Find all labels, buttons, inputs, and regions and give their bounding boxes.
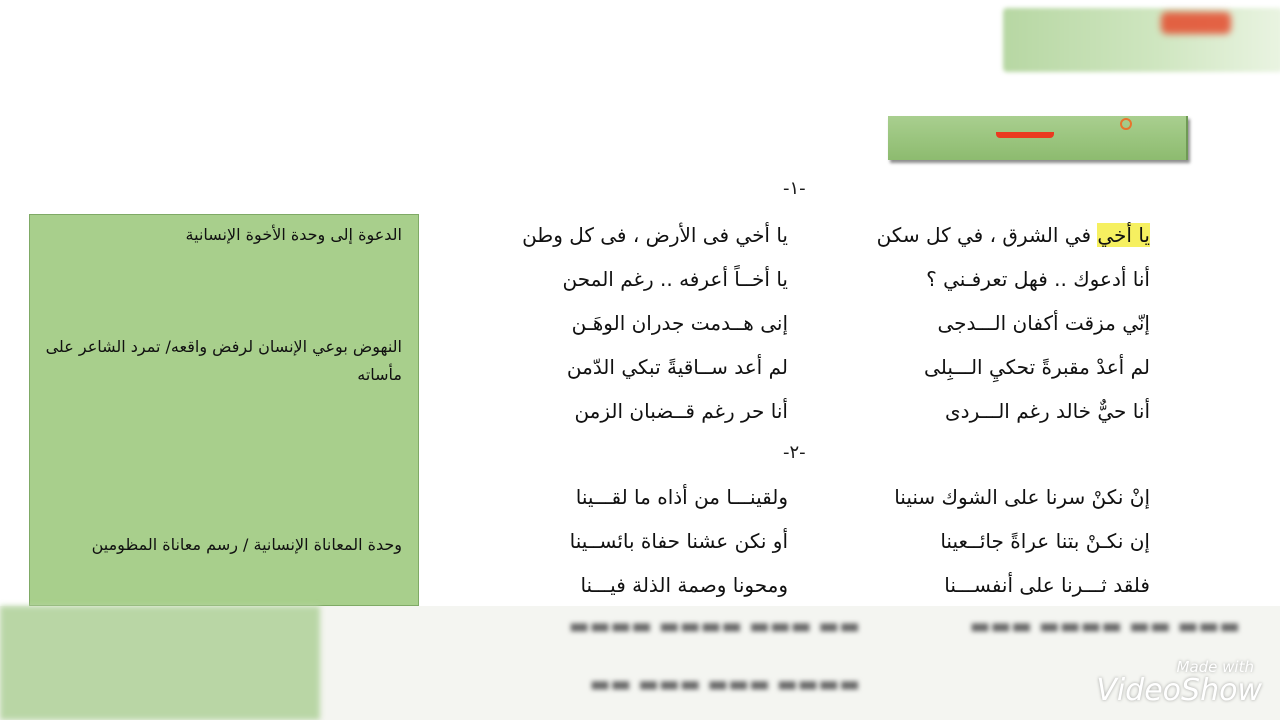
notes-box [29, 214, 419, 606]
note-theme-3: وحدة المعاناة الإنسانية / رسم معاناة المظومين [91, 535, 402, 554]
verse-line: لم أعد ســاقيةً تبكي الدّمن [566, 355, 788, 379]
note-theme-1: الدعوة إلى وحدة الأخوة الإنسانية [185, 225, 402, 244]
verse-line: أو نكن عشنا حفاة بائســينا [569, 529, 788, 553]
blurred-title-preview [1003, 8, 1280, 72]
blurred-red-title [1161, 12, 1231, 34]
verse-line: لم أعدْ مقبرةً تحكيِ الـــبِلى [924, 355, 1150, 379]
top-blank-area [0, 0, 1280, 116]
pointer-cursor-icon [1120, 118, 1132, 130]
verse-line: إنْ نكنْ سرنا على الشوك سنينا [894, 485, 1150, 509]
verse-line: يا أخي فى الأرض ، فى كل وطن [522, 223, 788, 247]
verse-line: يا أخــاً أعرفه .. رغم المحن [562, 267, 788, 291]
watermark-small-text: Made with [1176, 658, 1254, 676]
blurred-verse-icon: ▬▬▬▬ ▬▬▬ ▬▬▬ ▬▬ [589, 672, 860, 697]
blurred-notes-preview [0, 606, 320, 720]
verse-line: إنّي مزقت أكفان الـــدجى [937, 311, 1150, 335]
highlighted-phrase: يا أخي [1097, 223, 1150, 247]
title-red-mark [996, 116, 1054, 138]
verse-line: فلقد ثـــرنا على أنفســـنا [944, 573, 1150, 597]
stanza-number-2: -٢- [783, 442, 806, 463]
videoshow-watermark [1096, 658, 1262, 706]
watermark-brand-text: VideoShow [1096, 673, 1262, 708]
lesson-title-box [888, 116, 1188, 160]
document-page [0, 116, 1280, 606]
verse-line: أنا حر رغم قــضبان الزمن [574, 399, 788, 423]
verse-line: إن نكـنْ بتنا عراةً جائــعينا [940, 529, 1150, 553]
blurred-verse-icon: ▬▬ ▬▬▬ ▬▬▬▬ ▬▬▬▬ [568, 614, 860, 639]
verse-line: أنا أدعوك .. فهل تعرفـني ؟ [926, 267, 1150, 291]
verse-line: أنا حيٌّ خالد رغم الـــردى [945, 399, 1150, 423]
verse-line: ولقينـــا من أذاه ما لقـــينا [575, 485, 788, 509]
blurred-bottom-preview [0, 606, 1280, 720]
stanza-number-1: -١- [783, 178, 806, 199]
verse-line: ومحونا وصمة الذلة فيـــنا [580, 573, 788, 597]
note-theme-2: النهوض بوعي الإنسان لرفض واقعه/ تمرد الشاعر على مأساته [45, 337, 402, 384]
verse-line: إنى هــدمت جدران الوهَـن [571, 311, 788, 335]
verse-line: يا أخي في الشرق ، في كل سكن [876, 223, 1150, 247]
blurred-verse-icon: ▬▬▬ ▬▬ ▬▬▬▬ ▬▬▬ [969, 614, 1240, 639]
